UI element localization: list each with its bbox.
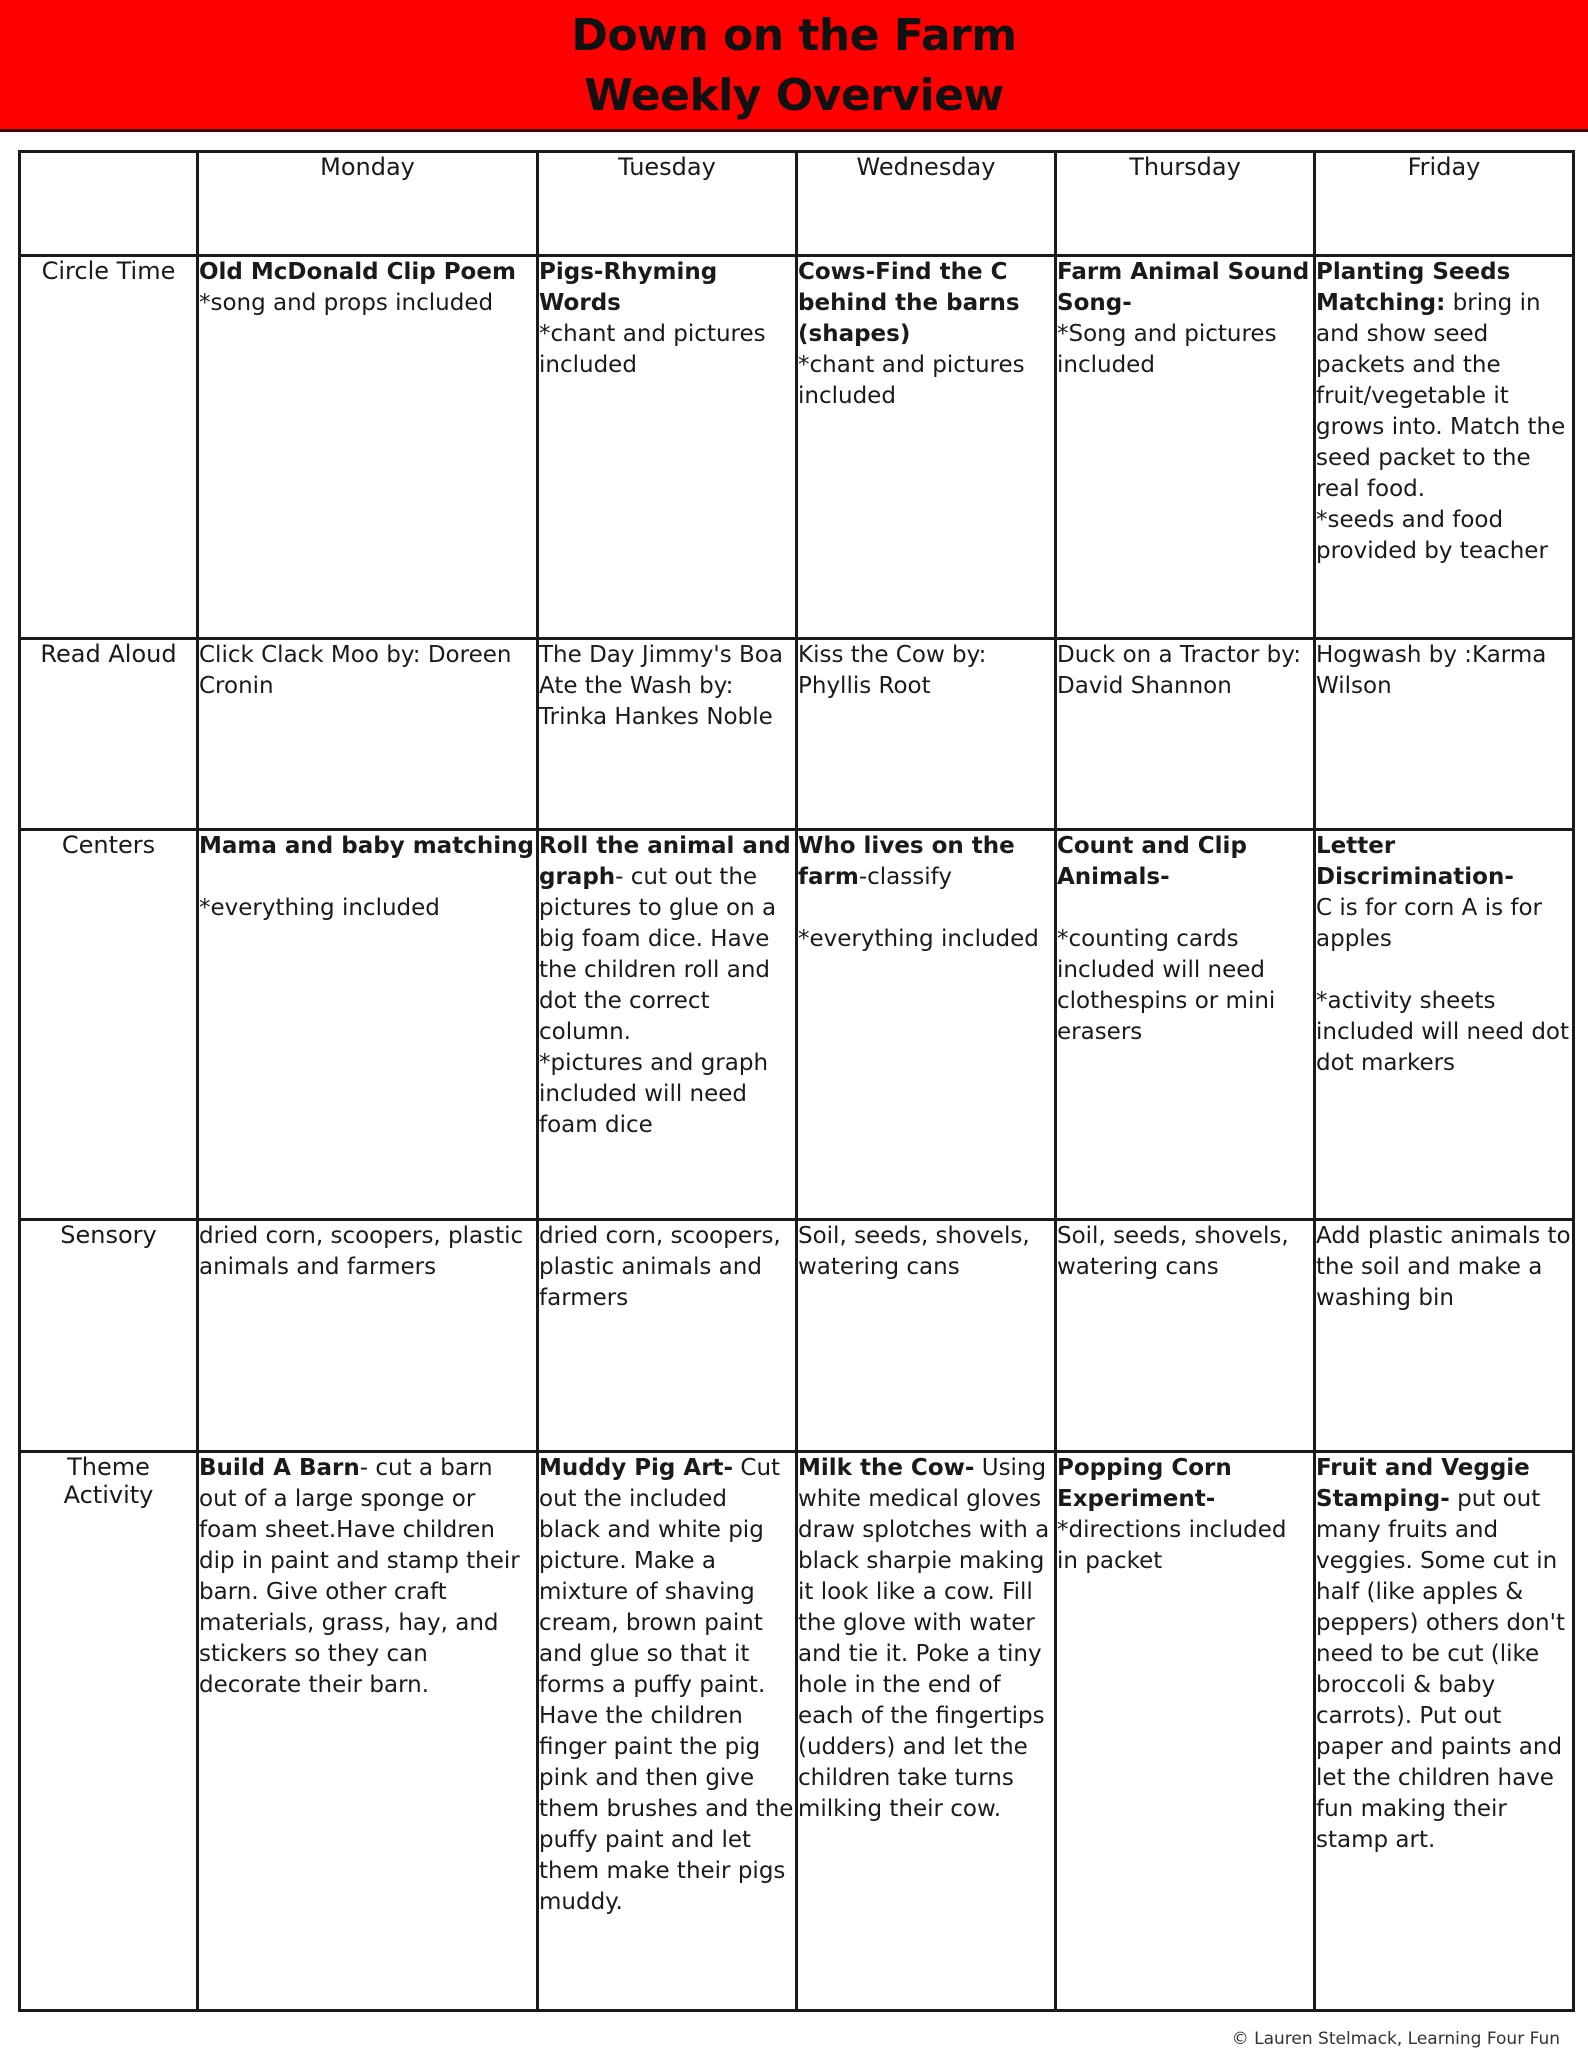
plan-cell <box>538 830 797 1220</box>
plan-cell <box>797 1220 1056 1452</box>
activity-title: Letter Discrimination- <box>1316 833 1514 890</box>
plan-cell <box>1315 256 1574 639</box>
day-header-tuesday: Tuesday <box>538 152 797 256</box>
title-line-2: Weekly Overview <box>584 70 1004 121</box>
plan-cell <box>797 1452 1056 2011</box>
activity-title: Milk the Cow- <box>798 1455 975 1481</box>
activity-text: bring in and show seed packets and the fruit/vegetable it grows into. Match the seed packet to the real food. <box>1316 290 1566 502</box>
copyright-credit: © Lauren Stelmack, Learning Four Fun <box>1231 2029 1560 2049</box>
materials-text: dried corn, scoopers, plastic animals and farmers <box>539 1223 781 1311</box>
activity-title: Cows-Find the C behind the barns (shapes) <box>798 259 1020 347</box>
plan-cell <box>1056 1452 1315 2011</box>
activity-title: Planting Seeds Matching: <box>1316 259 1511 316</box>
row-label: Sensory <box>20 1220 198 1452</box>
day-header-monday: Monday <box>198 152 538 256</box>
corner-cell <box>20 152 198 256</box>
row-sensory <box>20 1220 1574 1452</box>
plan-cell <box>1315 830 1574 1220</box>
plan-cell <box>1056 1220 1315 1452</box>
activity-title: Old McDonald Clip Poem <box>199 259 516 285</box>
activity-note: *seeds and food provided by teacher <box>1316 507 1548 564</box>
plan-cell <box>1056 256 1315 639</box>
title-line-1: Down on the Farm <box>571 10 1017 61</box>
row-centers <box>20 830 1574 1220</box>
row-circle-time <box>20 256 1574 639</box>
activity-text: - cut a barn out of a large sponge or foam sheet.Have children dip in paint and stamp their barn. Give other craft materials, grass, hay, and stickers so they can decorate their barn. <box>199 1455 520 1698</box>
book-title: Click Clack Moo by: Doreen Cronin <box>199 642 512 699</box>
activity-note: *everything included <box>199 895 440 921</box>
activity-note: *activity sheets included will need dot dot markers <box>1316 988 1570 1076</box>
materials-text: dried corn, scoopers, plastic animals and farmers <box>199 1223 524 1280</box>
materials-text: Soil, seeds, shovels, watering cans <box>798 1223 1030 1280</box>
plan-cell <box>198 1220 538 1452</box>
activity-text: Using white medical gloves draw splotches with a black sharpie making it look like a cow. Fill the glove with water and tie it. Poke a tiny hole in the end of each of the fingertips (udders) and let the children take turns milking their cow. <box>798 1455 1050 1822</box>
activity-text: -classify <box>858 864 952 890</box>
plan-cell <box>797 256 1056 639</box>
activity-note: *counting cards included will need clothespins or mini erasers <box>1057 926 1276 1045</box>
activity-title: Fruit and Veggie Stamping- <box>1316 1455 1530 1512</box>
plan-cell <box>1315 1220 1574 1452</box>
day-header-wednesday: Wednesday <box>797 152 1056 256</box>
plan-cell <box>538 256 797 639</box>
materials-text: Soil, seeds, shovels, watering cans <box>1057 1223 1289 1280</box>
activity-text: - cut out the pictures to glue on a big foam dice. Have the children roll and dot the correct column. <box>539 864 777 1045</box>
plan-cell <box>538 1220 797 1452</box>
plan-cell <box>1315 639 1574 830</box>
activity-title: Count and Clip Animals- <box>1057 833 1247 890</box>
activity-note: *song and props included <box>199 290 494 316</box>
weekly-overview-table <box>18 150 1575 2012</box>
plan-cell <box>538 1452 797 2011</box>
plan-cell <box>198 256 538 639</box>
header-row <box>20 152 1574 256</box>
book-title: Hogwash by :Karma Wilson <box>1316 642 1547 699</box>
plan-cell <box>1056 639 1315 830</box>
activity-title: Pigs-Rhyming Words <box>539 259 718 316</box>
plan-cell <box>1056 830 1315 1220</box>
plan-cell <box>1315 1452 1574 2011</box>
book-title: The Day Jimmy's Boa Ate the Wash by: Trinka Hankes Noble <box>539 642 783 730</box>
activity-text: C is for corn A is for apples <box>1316 895 1543 952</box>
plan-cell <box>198 639 538 830</box>
activity-title: Farm Animal Sound Song- <box>1057 259 1310 316</box>
row-label: Centers <box>20 830 198 1220</box>
day-header-thursday: Thursday <box>1056 152 1315 256</box>
activity-title: Who lives on the farm <box>798 833 1015 890</box>
activity-title: Mama and baby matching <box>199 833 534 859</box>
row-label: Read Aloud <box>20 639 198 830</box>
book-title: Duck on a Tractor by: David Shannon <box>1057 642 1301 699</box>
activity-title: Popping Corn Experiment- <box>1057 1455 1232 1512</box>
activity-title: Roll the animal and graph <box>539 833 791 890</box>
activity-title: Build A Barn <box>199 1455 360 1481</box>
activity-text: put out many fruits and veggies. Some cut in half (like apples & peppers) others don't need to be cut (like broccoli & baby carrots). Put out paper and paints and let the children have fun making their stamp art. <box>1316 1486 1565 1853</box>
day-header-friday: Friday <box>1315 152 1574 256</box>
plan-cell <box>797 830 1056 1220</box>
title-banner <box>0 0 1588 132</box>
activity-note: *chant and pictures included <box>539 321 766 378</box>
row-theme-activity <box>20 1452 1574 2011</box>
plan-cell <box>797 639 1056 830</box>
activity-note: *Song and pictures included <box>1057 321 1277 378</box>
row-label: Theme Activity <box>20 1452 198 2011</box>
row-read-aloud <box>20 639 1574 830</box>
activity-note: *pictures and graph included will need foam dice <box>539 1050 769 1138</box>
activity-note: *directions included in packet <box>1057 1517 1287 1574</box>
activity-title: Muddy Pig Art- <box>539 1455 734 1481</box>
book-title: Kiss the Cow by: Phyllis Root <box>798 642 987 699</box>
plan-cell <box>198 830 538 1220</box>
materials-text: Add plastic animals to the soil and make a washing bin <box>1316 1223 1571 1311</box>
plan-cell <box>198 1452 538 2011</box>
row-label: Circle Time <box>20 256 198 639</box>
activity-note: *everything included <box>798 926 1039 952</box>
activity-note: *chant and pictures included <box>798 352 1025 409</box>
plan-cell <box>538 639 797 830</box>
activity-text: Cut out the included black and white pig picture. Make a mixture of shaving cream, brown paint and glue so that it forms a puffy paint. Have the children finger paint the pig pink and then give them brushes and the puffy paint and let them make their pigs muddy. <box>539 1455 794 1915</box>
